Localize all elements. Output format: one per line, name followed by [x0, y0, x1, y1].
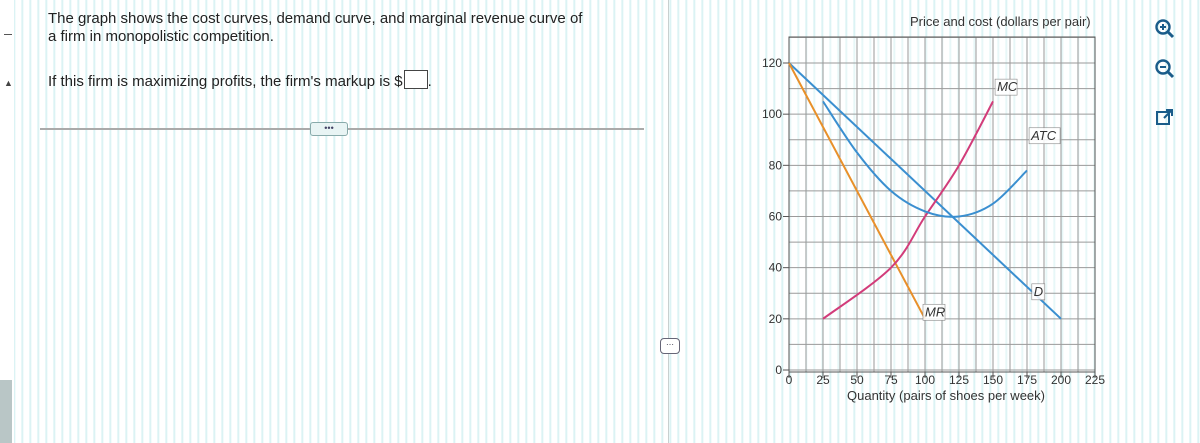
x-tick-label: 0: [785, 373, 793, 387]
x-tick-label: 150: [982, 373, 1004, 387]
x-tick-label: 225: [1084, 373, 1106, 387]
y-axis-title: Price and cost (dollars per pair): [910, 14, 1091, 29]
scroll-thumb[interactable]: [0, 380, 12, 443]
y-tick-label: 0: [775, 363, 782, 377]
x-axis-title: Quantity (pairs of shoes per week): [847, 388, 1045, 403]
left-edge: [0, 0, 14, 443]
up-arrow-icon[interactable]: ▲: [4, 78, 13, 88]
x-tick-label: 25: [816, 373, 830, 387]
y-tick-label: 40: [768, 260, 782, 275]
x-tick-label: 100: [914, 373, 936, 387]
cost-curves-chart: [690, 0, 1110, 420]
question-text: [48, 10, 648, 46]
y-tick-label: 60: [768, 209, 782, 224]
y-tick-label: 20: [768, 311, 782, 326]
answer-input[interactable]: [404, 70, 428, 89]
y-tick-label: 80: [768, 158, 782, 173]
markup-question: [48, 70, 432, 90]
x-tick-label: 200: [1050, 373, 1072, 387]
collapse-icon[interactable]: [4, 34, 12, 35]
question-line-2: a firm in monopolistic competition.: [48, 28, 274, 45]
y-tick-label: 100: [761, 107, 782, 122]
markup-prompt: If this firm is maximizing profits, the firm's markup is $: [48, 73, 403, 90]
curve-label-mc: MC: [997, 79, 1018, 95]
more-button[interactable]: •••: [310, 122, 348, 136]
panel-divider: [668, 0, 669, 443]
question-line-1: The graph shows the cost curves, demand curve, and marginal revenue curve of: [48, 10, 583, 27]
period: .: [427, 73, 432, 90]
panel-splitter-handle[interactable]: ⋯: [660, 338, 680, 354]
open-external-icon[interactable]: [1152, 106, 1178, 128]
y-tick-label: 120: [761, 56, 782, 70]
x-tick-label: 50: [850, 373, 864, 387]
x-tick-label: 125: [948, 373, 970, 387]
curve-label-atc: ATC: [1031, 127, 1057, 143]
x-tick-label: 75: [884, 373, 898, 387]
curve-label-d: D: [1033, 283, 1044, 299]
curve-label-mr: MR: [925, 304, 946, 320]
x-tick-label: 175: [1016, 373, 1038, 387]
zoom-in-icon[interactable]: [1152, 18, 1178, 40]
zoom-out-icon[interactable]: [1152, 58, 1178, 80]
